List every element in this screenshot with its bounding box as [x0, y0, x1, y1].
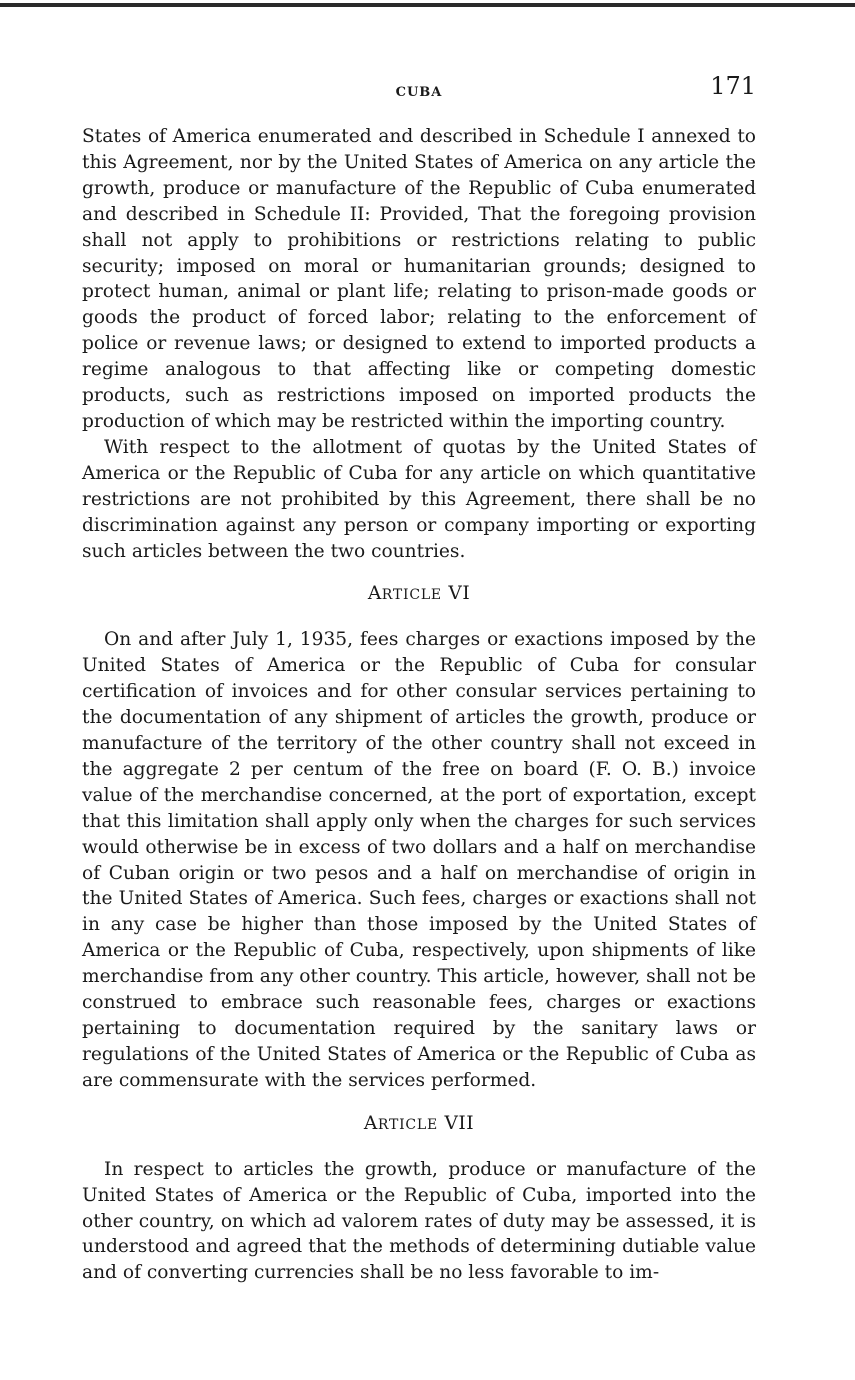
heading-article-vii-lead: A [363, 1112, 378, 1134]
page-number: 171 [710, 72, 756, 100]
paragraph-continuation: States of America enumerated and described in Schedule I annexed to this Agreement, nor by the United States of America on any article the growth, produce or manufacture of the Republic of Cuba enumerated and described in Schedule II: Provided, That the foregoing provision shall not apply to prohibitions or restrictions relating to public security; imposed on moral or humanitarian grounds; designed to protect human, animal or plant life; relating to prison-made goods or goods the product of forced labor; relating to the enforcement of police or revenue laws; or designed to extend to imported products a regime analogous to that affecting like or competing domestic products, such as restrictions imposed on imported products the production of which may be restricted within the importing country. [82, 126, 756, 432]
heading-article-vi [82, 581, 756, 608]
running-title: CUBA [395, 85, 443, 100]
page-body [82, 124, 756, 1286]
heading-article-vii-numeral: VII [444, 1112, 475, 1134]
paragraph-quotas: With respect to the allotment of quotas by the United States of America or the Republic of Cuba for any article on which quantitative restrictions are not prohibited by this Agreement, there shall be no discrimination against any person or company importing or exporting such articles between the two countries. [82, 436, 756, 562]
heading-article-vii [82, 1111, 756, 1138]
heading-article-vi-lead: A [367, 583, 382, 605]
paragraph-article-vii: In respect to articles the growth, produce or manufacture of the United States of America or the Republic of Cuba, imported into the other country, on which ad valorem rates of duty may be assessed, it is understood and agreed that the methods of determining dutiable value and of converting currencies shall be no less favorable to im- [82, 1158, 756, 1284]
heading-article-vi-numeral: VI [448, 583, 471, 605]
paragraph-article-vi: On and after July 1, 1935, fees charges or exactions imposed by the United States of America or the Republic of Cuba for consular certification of invoices and for other consular services pertaining to the documentation of any shipment of articles the growth, produce or manufacture of the territory of the other country shall not exceed in the aggregate 2 per centum of the free on board (F. O. B.) invoice value of the merchandise concerned, at the port of exportation, except that this limitation shall apply only when the charges for such services would otherwise be in excess of two dollars and a half on merchandise of Cuban origin or two pesos and a half on merchandise of origin in the United States of America. Such fees, charges or exactions shall not in any case be higher than those imposed by the United States of America or the Republic of Cuba, respectively, upon shipments of like merchandise from any other country. This article, however, shall not be construed to embrace such reasonable fees, charges or exactions pertaining to documentation required by the sanitary laws or regulations of the United States of America or the Republic of Cuba as are commensurate with the services performed. [82, 629, 756, 1091]
top-rule [0, 3, 855, 7]
running-head [82, 72, 756, 112]
heading-article-vi-rest: RTICLE [381, 587, 442, 604]
heading-article-vii-rest: RTICLE [377, 1116, 439, 1133]
